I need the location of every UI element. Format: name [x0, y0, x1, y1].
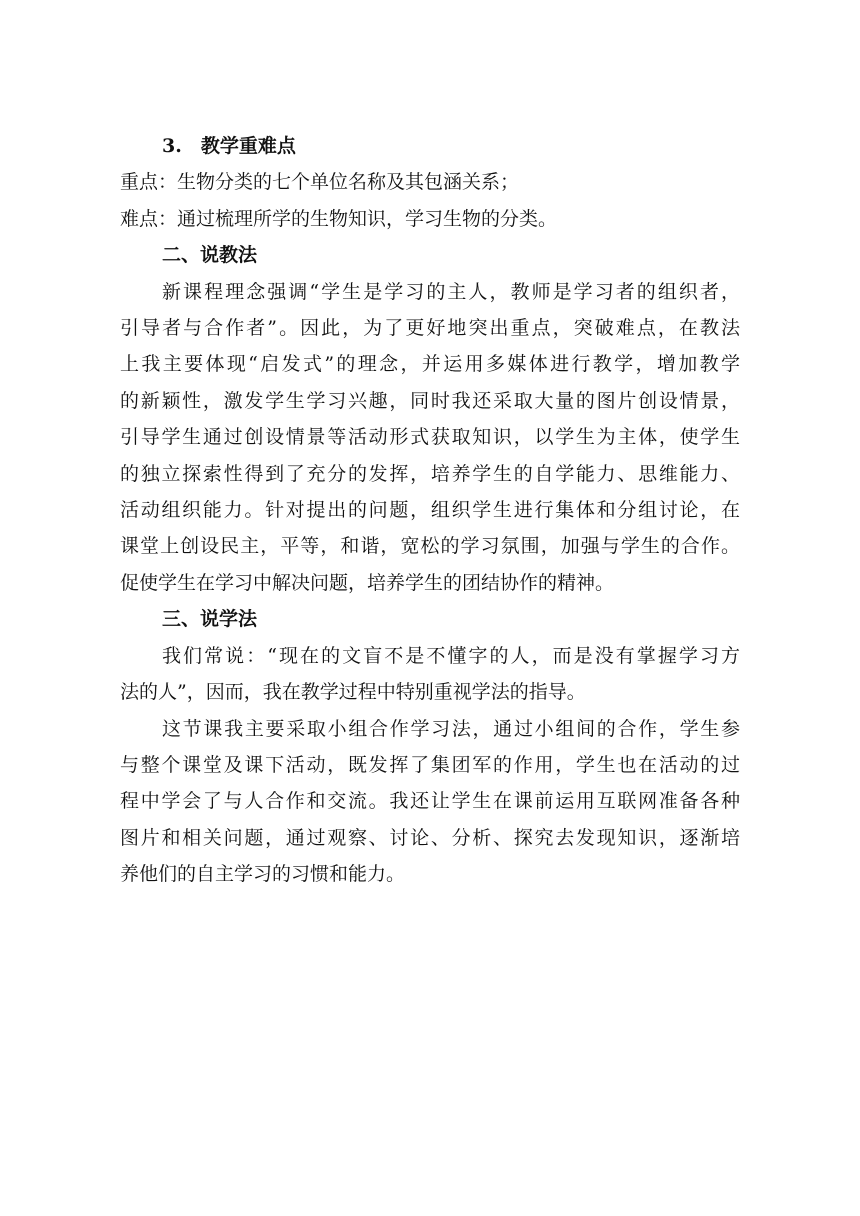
paragraph-line: 图片和相关问题，通过观察、讨论、分析、探究去发现知识，逐渐培 [120, 826, 740, 849]
paragraph-line: 活动组织能力。针对提出的问题，组织学生进行集体和分组讨论，在 [120, 499, 740, 522]
paragraph-line: 的独立探索性得到了充分的发挥，培养学生的自学能力、思维能力、 [120, 462, 740, 485]
paragraph-line: 引导者与合作者”。因此，为了更好地突出重点，突破难点，在教法 [120, 317, 740, 340]
document-body [120, 128, 740, 893]
section-heading-learning-method: 三、说学法 [162, 608, 258, 631]
difficult-point-text: 难点：通过梳理所学的生物知识，学习生物的分类。 [120, 207, 558, 230]
paragraph-line: 与整个课堂及课下活动，既发挥了集团军的作用，学生也在活动的过 [120, 753, 740, 776]
paragraph-line: 的新颖性，激发学生学习兴趣，同时我还采取大量的图片创设情景， [120, 389, 740, 412]
teaching-method-paragraph [120, 274, 740, 602]
section-heading-key-difficult-points: 3. 教学重难点 [162, 135, 296, 157]
paragraph-line: 这节课我主要采取小组合作学习法，通过小组间的合作，学生参 [162, 717, 740, 740]
paragraph-line: 引导学生通过创设情景等活动形式获取知识，以学生为主体，使学生 [120, 426, 740, 449]
paragraph-line: 养他们的自主学习的习惯和能力。 [120, 863, 406, 886]
paragraph-line: 新课程理念强调“学生是学习的主人，教师是学习者的组织者， [162, 280, 740, 303]
section-heading-teaching-method: 二、说教法 [162, 244, 258, 267]
learning-method-paragraph-2 [120, 711, 740, 893]
paragraph-line: 上我主要体现“启发式”的理念，并运用多媒体进行教学，增加教学 [120, 353, 740, 376]
paragraph-line: 法的人”，因而，我在教学过程中特别重视学法的指导。 [120, 681, 586, 704]
key-point-text: 重点：生物分类的七个单位名称及其包涵关系； [120, 171, 520, 194]
paragraph-line: 促使学生在学习中解决问题，培养学生的团结协作的精神。 [120, 571, 615, 594]
paragraph-line: 我们常说：“现在的文盲不是不懂字的人，而是没有掌握学习方 [162, 644, 740, 667]
learning-method-paragraph-1 [120, 638, 740, 711]
paragraph-line: 课堂上创设民主，平等，和谐，宽松的学习氛围，加强与学生的合作。 [120, 535, 740, 558]
paragraph-line: 程中学会了与人合作和交流。我还让学生在课前运用互联网准备各种 [120, 790, 740, 813]
